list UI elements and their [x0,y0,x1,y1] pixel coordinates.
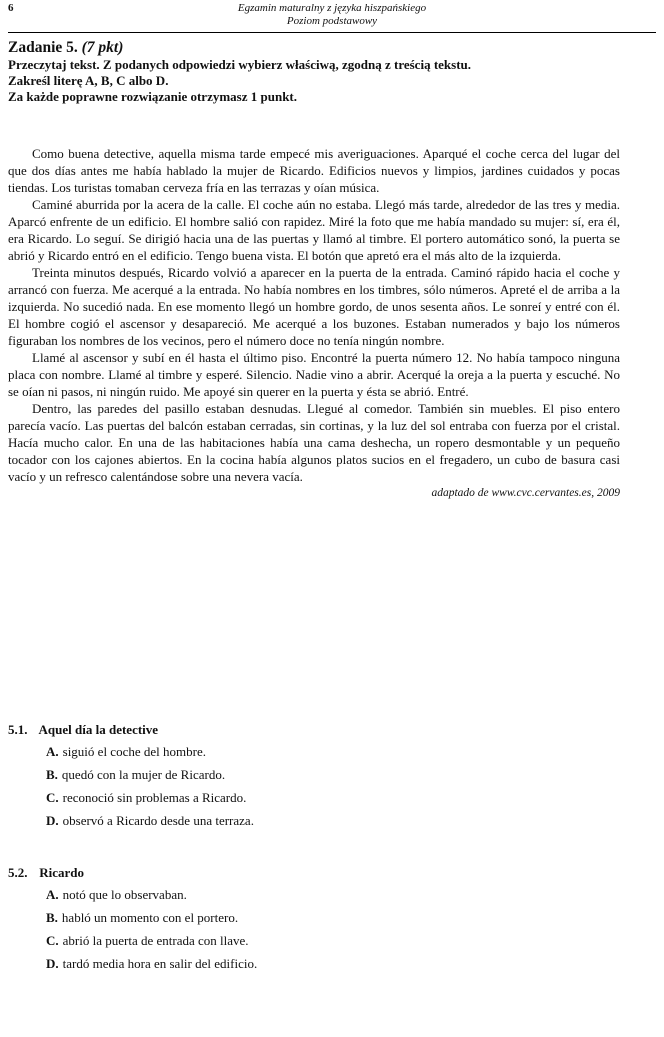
option-text: notó que lo observaban. [62,887,187,902]
question-stem [8,721,620,739]
option-letter: A. [46,887,59,902]
question-text: Ricardo [39,865,85,880]
question-text: Aquel día la detective [38,722,159,737]
option-text: siguió el coche del hombre. [62,744,206,759]
option-b[interactable] [46,766,620,784]
task-title-line [8,38,620,57]
paragraph: Dentro, las paredes del pasillo estaban desnudas. Llegué al comedor. También sin muebles. El piso entero parecía vacío. Las puertas del balcón estaban cerradas, sin cortinas, y la luz del sol entraba con fuerza por el cristal. Hacía mucho calor. En una de las habitaciones había una cama deshecha, un ropero desmontable y un pequeño tocador con los cajones abiertos. En la cocina había algunos platos sucios en el fregadero, un cubo de basura casi vacío y un refresco calentándose sobre una nevera vacía. [8,401,620,484]
option-letter: C. [46,790,59,805]
exam-level: Poziom podstawowy [286,15,378,27]
question-number: 5.1. [8,722,28,737]
paragraph: Caminé aburrida por la acera de la calle. El coche aún no estaba. Llegó más tarde, alrededor de las tres y media. Aparcó enfrente de un edificio. El hombre salió con rapidez. Miré la foto que me había mandado su mujer: sí, era él, era Ricardo. Lo seguí. Se dirigió hacia una de las puertas y llamó al timbre. El portero automático sonó, la puerta se abrió y Ricardo entró en el edificio. Tengo buena vista. El botón que apretó era el más alto de la izquierda. [8,197,620,263]
paragraph: Treinta minutos después, Ricardo volvió a aparecer en la puerta de la entrada. Caminó rápido hacia el coche y arrancó con fuerza. Me acerqué a la entrada. No había nombres en los timbres, sólo números. Apreté el de arriba a la izquierda. No sucedió nada. En ese momento llegó un hombre gordo, de unos sesenta años. Le sonreí y entré con él. El hombre cogió el ascensor y desapareció. Me acerqué a los buzones. Estaban numerados y bajo los números figuraban los nombres de los vecinos, pero el número doce no tenía ningún nombre. [8,265,620,348]
option-letter: C. [46,933,59,948]
option-d[interactable] [46,955,620,973]
option-a[interactable] [46,743,620,761]
option-text: abrió la puerta de entrada con llave. [62,933,249,948]
option-d[interactable] [46,812,620,830]
option-text: tardó media hora en salir del edificio. [62,956,258,971]
task-header [8,38,620,105]
option-letter: A. [46,744,59,759]
option-letter: D. [46,813,59,828]
paragraph: Llamé al ascensor y subí en él hasta el último piso. Encontré la puerta número 12. No había tampoco ninguna placa con nombre. Llamé al timbre y esperé. Silencio. Nadie vino a abrir. Acerqué la oreja a la puerta y escuché. No se oían ni pasos, ni ningún ruido. Me apoyé sin querer en la puerta y ésta se abrió. Entré. [8,350,620,399]
option-letter: B. [46,767,58,782]
page-number: 6 [8,2,14,14]
source-citation: adaptado de www.cvc.cervantes.es, 2009 [431,487,620,499]
instruction-read: Przeczytaj tekst. Z podanych odpowiedzi wybierz właściwą, zgodną z treścią tekstu. [8,57,472,72]
question-stem [8,864,620,882]
reading-text [8,145,620,502]
question-5-2 [8,864,620,978]
option-letter: D. [46,956,59,971]
option-c[interactable] [46,789,620,807]
exam-title: Egzamin maturalny z języka hiszpańskiego [237,2,427,14]
page-header [0,2,664,28]
option-text: quedó con la mujer de Ricardo. [61,767,226,782]
task-points: (7 pkt) [81,39,124,56]
option-c[interactable] [46,932,620,950]
option-a[interactable] [46,886,620,904]
option-text: observó a Ricardo desde una terraza. [62,813,254,828]
option-letter: B. [46,910,58,925]
option-text: reconoció sin problemas a Ricardo. [62,790,247,805]
paragraph: Como buena detective, aquella misma tarde empecé mis averiguaciones. Aparqué el coche cerca del lugar del que dos días antes me había hablado la mujer de Ricardo. Edificios nuevos y limpios, jardines cuidados y pocas tiendas. Los turistas tomaban cerveza fría en las terrazas y oían música. [8,146,620,195]
option-text: habló un momento con el portero. [61,910,239,925]
task-title: Zadanie 5. [8,39,78,56]
option-b[interactable] [46,909,620,927]
question-5-1 [8,721,620,835]
question-number: 5.2. [8,865,28,880]
header-divider [8,32,656,33]
instruction-circle: Zakreśl literę A, B, C albo D. [8,73,169,88]
instruction-points: Za każde poprawne rozwiązanie otrzymasz 1 punkt. [8,89,298,104]
